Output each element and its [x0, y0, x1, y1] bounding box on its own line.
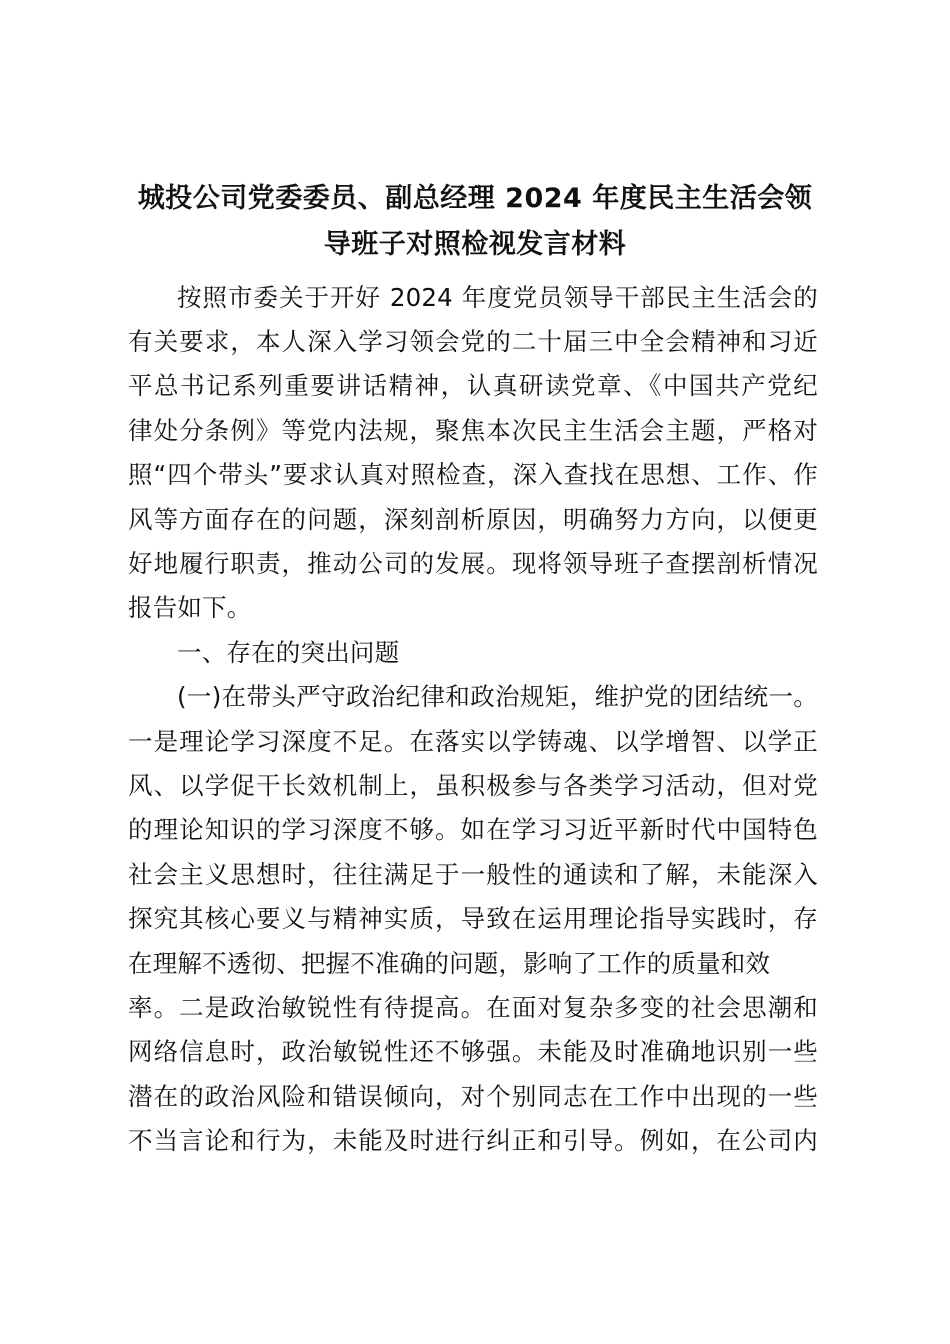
- document-title-line-1: 城投公司党委委员、副总经理 2024 年度民主生活会领: [137, 183, 813, 214]
- paragraph-line: 风、以学促干长效机制上，虽积极参与各类学习活动，但对党: [128, 771, 818, 800]
- paragraph-line: 的理论知识的学习深度不够。如在学习习近平新时代中国特色: [128, 815, 818, 844]
- paragraph-line: 一是理论学习深度不足。在落实以学铸魂、以学增智、以学正: [128, 727, 818, 756]
- paragraph-line: 律处分条例》等党内法规，聚焦本次民主生活会主题，严格对: [128, 416, 818, 445]
- paragraph-line: 平总书记系列重要讲话精神，认真研读党章、《中国共产党纪: [128, 371, 818, 400]
- paragraph-line: 不当言论和行为，未能及时进行纠正和引导。例如，在公司内: [128, 1126, 818, 1155]
- paragraph-line: 有关要求，本人深入学习领会党的二十届三中全会精神和习近: [128, 327, 818, 356]
- paragraph-line: 潜在的政治风险和错误倾向，对个别同志在工作中出现的一些: [128, 1082, 818, 1111]
- paragraph-line: 在理解不透彻、把握不准确的问题，影响了工作的质量和效: [128, 949, 771, 978]
- paragraph-line: 风等方面存在的问题，深刻剖析原因，明确努力方向，以便更: [128, 505, 818, 534]
- paragraph-line: 好地履行职责，推动公司的发展。现将领导班子查摆剖析情况: [128, 549, 818, 578]
- paragraph-line: 按照市委关于开好 2024 年度党员领导干部民主生活会的: [177, 283, 818, 312]
- document-title-line-2: 导班子对照检视发言材料: [323, 229, 627, 260]
- subsection-heading: (一)在带头严守政治纪律和政治规矩，维护党的团结统一。: [177, 682, 818, 711]
- section-heading: 一、存在的突出问题: [177, 638, 400, 667]
- paragraph-line: 网络信息时，政治敏锐性还不够强。未能及时准确地识别一些: [128, 1037, 818, 1066]
- paragraph-line: 照“四个带头”要求认真对照检查，深入查找在思想、工作、作: [128, 460, 818, 489]
- paragraph-line: 率。二是政治敏锐性有待提高。在面对复杂多变的社会思潮和: [128, 993, 818, 1022]
- paragraph-line: 社会主义思想时，往往满足于一般性的通读和了解，未能深入: [128, 860, 818, 889]
- paragraph-line: 探究其核心要义与精神实质，导致在运用理论指导实践时，存: [128, 904, 818, 933]
- paragraph-line: 报告如下。: [128, 593, 252, 622]
